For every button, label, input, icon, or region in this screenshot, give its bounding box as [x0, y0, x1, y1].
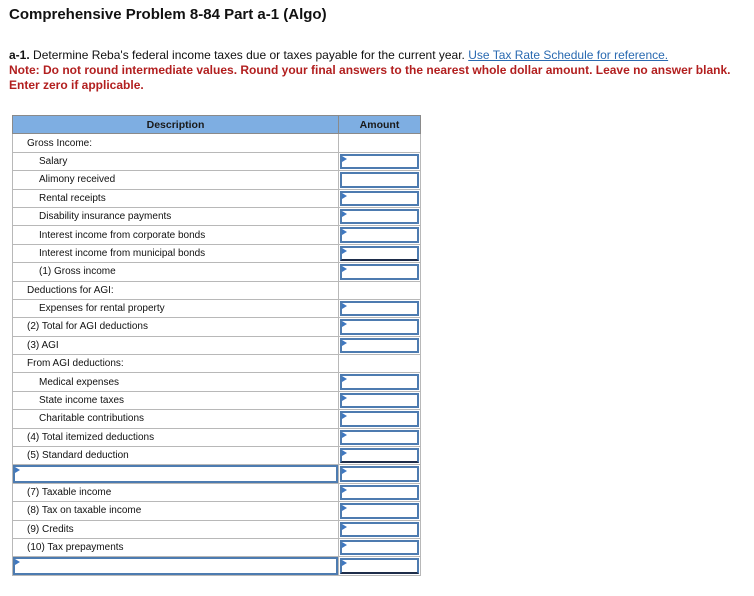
amount-input[interactable]: [340, 558, 419, 573]
input-marker-icon: [342, 487, 347, 493]
row-label: (2) Total for AGI deductions: [13, 318, 339, 336]
amount-input[interactable]: [340, 466, 419, 481]
table-row: [13, 263, 421, 281]
amount-input[interactable]: [340, 374, 419, 389]
amount-input[interactable]: [340, 227, 419, 242]
part-label: a-1.: [9, 48, 30, 62]
table-row: [13, 355, 421, 373]
amount-input[interactable]: [340, 338, 419, 353]
description-input-cell[interactable]: [13, 557, 339, 575]
amount-cell: [339, 502, 421, 520]
amount-input[interactable]: [340, 154, 419, 169]
table-row: [13, 538, 421, 556]
table-row: [13, 299, 421, 317]
amount-cell-empty: [339, 281, 421, 299]
amount-cell: [339, 410, 421, 428]
amount-cell: [339, 428, 421, 446]
amount-cell: [339, 538, 421, 556]
amount-input[interactable]: [340, 246, 419, 261]
input-marker-icon: [342, 266, 347, 272]
amount-cell: [339, 391, 421, 409]
row-label: (4) Total itemized deductions: [13, 428, 339, 446]
input-marker-icon: [342, 432, 347, 438]
table-row: [13, 134, 421, 152]
input-marker-icon: [342, 376, 347, 382]
input-marker-icon: [342, 505, 347, 511]
row-label: (8) Tax on taxable income: [13, 502, 339, 520]
amount-cell: [339, 207, 421, 225]
table-row: [13, 410, 421, 428]
table-row: [13, 447, 421, 465]
input-marker-icon: [342, 524, 347, 530]
amount-cell: [339, 189, 421, 207]
row-label: (1) Gross income: [13, 263, 339, 281]
input-marker-icon: [342, 468, 347, 474]
dropdown-marker-icon: [15, 467, 20, 473]
row-label: From AGI deductions:: [13, 355, 339, 373]
row-label: Gross Income:: [13, 134, 339, 152]
table-row: [13, 520, 421, 538]
amount-input[interactable]: [340, 448, 419, 463]
amount-cell: [339, 447, 421, 465]
instructions: [9, 48, 749, 93]
row-label: Expenses for rental property: [13, 299, 339, 317]
table-row: [13, 244, 421, 262]
dropdown-marker-icon: [15, 559, 20, 565]
amount-cell: [339, 557, 421, 575]
amount-input[interactable]: [340, 522, 419, 537]
table-row: [13, 152, 421, 170]
table-row: [13, 428, 421, 446]
table-row: [13, 207, 421, 225]
tax-rate-schedule-link[interactable]: Use Tax Rate Schedule for reference.: [468, 48, 669, 62]
table-row: [13, 336, 421, 354]
row-label: Interest income from corporate bonds: [13, 226, 339, 244]
amount-input[interactable]: [340, 430, 419, 445]
amount-input[interactable]: [340, 319, 419, 334]
input-marker-icon: [342, 450, 347, 456]
input-marker-icon: [342, 395, 347, 401]
input-marker-icon: [342, 413, 347, 419]
input-marker-icon: [342, 229, 347, 235]
amount-cell: [339, 226, 421, 244]
amount-input[interactable]: [340, 172, 419, 187]
amount-cell: [339, 465, 421, 483]
amount-cell: [339, 336, 421, 354]
row-label: (9) Credits: [13, 520, 339, 538]
row-label: Alimony received: [13, 171, 339, 189]
amount-cell: [339, 373, 421, 391]
amount-input[interactable]: [340, 393, 419, 408]
table-row: [13, 373, 421, 391]
amount-cell: [339, 299, 421, 317]
row-label: Interest income from municipal bonds: [13, 244, 339, 262]
table-row: [13, 171, 421, 189]
row-label: Rental receipts: [13, 189, 339, 207]
rounding-note: Note: Do not round intermediate values. Round your final answers to the nearest whole dollar amount. Leave no answer blank. Enter zero if applicable.: [9, 63, 731, 92]
amount-cell-empty: [339, 355, 421, 373]
amount-input[interactable]: [340, 264, 419, 279]
amount-input[interactable]: [340, 503, 419, 518]
amount-cell: [339, 318, 421, 336]
amount-input[interactable]: [340, 301, 419, 316]
amount-cell: [339, 244, 421, 262]
description-input[interactable]: [13, 465, 338, 482]
amount-header: Amount: [339, 116, 421, 134]
amount-input[interactable]: [340, 209, 419, 224]
input-marker-icon: [342, 340, 347, 346]
input-marker-icon: [342, 211, 347, 217]
amount-input[interactable]: [340, 540, 419, 555]
row-label: Medical expenses: [13, 373, 339, 391]
description-input[interactable]: [13, 557, 338, 574]
row-label: Disability insurance payments: [13, 207, 339, 225]
amount-cell: [339, 483, 421, 501]
input-marker-icon: [342, 156, 347, 162]
row-label: (3) AGI: [13, 336, 339, 354]
input-marker-icon: [342, 542, 347, 548]
input-marker-icon: [342, 303, 347, 309]
table-row: [13, 502, 421, 520]
row-label: (7) Taxable income: [13, 483, 339, 501]
page-title: Comprehensive Problem 8-84 Part a-1 (Algo): [9, 6, 327, 23]
table-row: [13, 391, 421, 409]
amount-input[interactable]: [340, 485, 419, 500]
table-row: [13, 465, 421, 483]
question-text: Determine Reba's federal income taxes due or taxes payable for the current year.: [33, 48, 465, 62]
row-label: Charitable contributions: [13, 410, 339, 428]
table-row: [13, 226, 421, 244]
income-tax-worksheet: [12, 115, 421, 576]
amount-cell: [339, 263, 421, 281]
amount-cell-empty: [339, 134, 421, 152]
input-marker-icon: [342, 193, 347, 199]
row-label: State income taxes: [13, 391, 339, 409]
table-row: [13, 281, 421, 299]
amount-cell: [339, 152, 421, 170]
table-row: [13, 189, 421, 207]
row-label: Deductions for AGI:: [13, 281, 339, 299]
description-header: Description: [13, 116, 339, 134]
amount-input[interactable]: [340, 411, 419, 426]
amount-cell: [339, 520, 421, 538]
description-input-cell[interactable]: [13, 465, 339, 483]
amount-input[interactable]: [340, 191, 419, 206]
row-label: (5) Standard deduction: [13, 447, 339, 465]
row-label: Salary: [13, 152, 339, 170]
table-row: [13, 483, 421, 501]
table-row: [13, 557, 421, 575]
table-row: [13, 318, 421, 336]
input-marker-icon: [342, 321, 347, 327]
amount-cell: [339, 171, 421, 189]
row-label: (10) Tax prepayments: [13, 538, 339, 556]
input-marker-icon: [342, 560, 347, 566]
input-marker-icon: [342, 248, 347, 254]
